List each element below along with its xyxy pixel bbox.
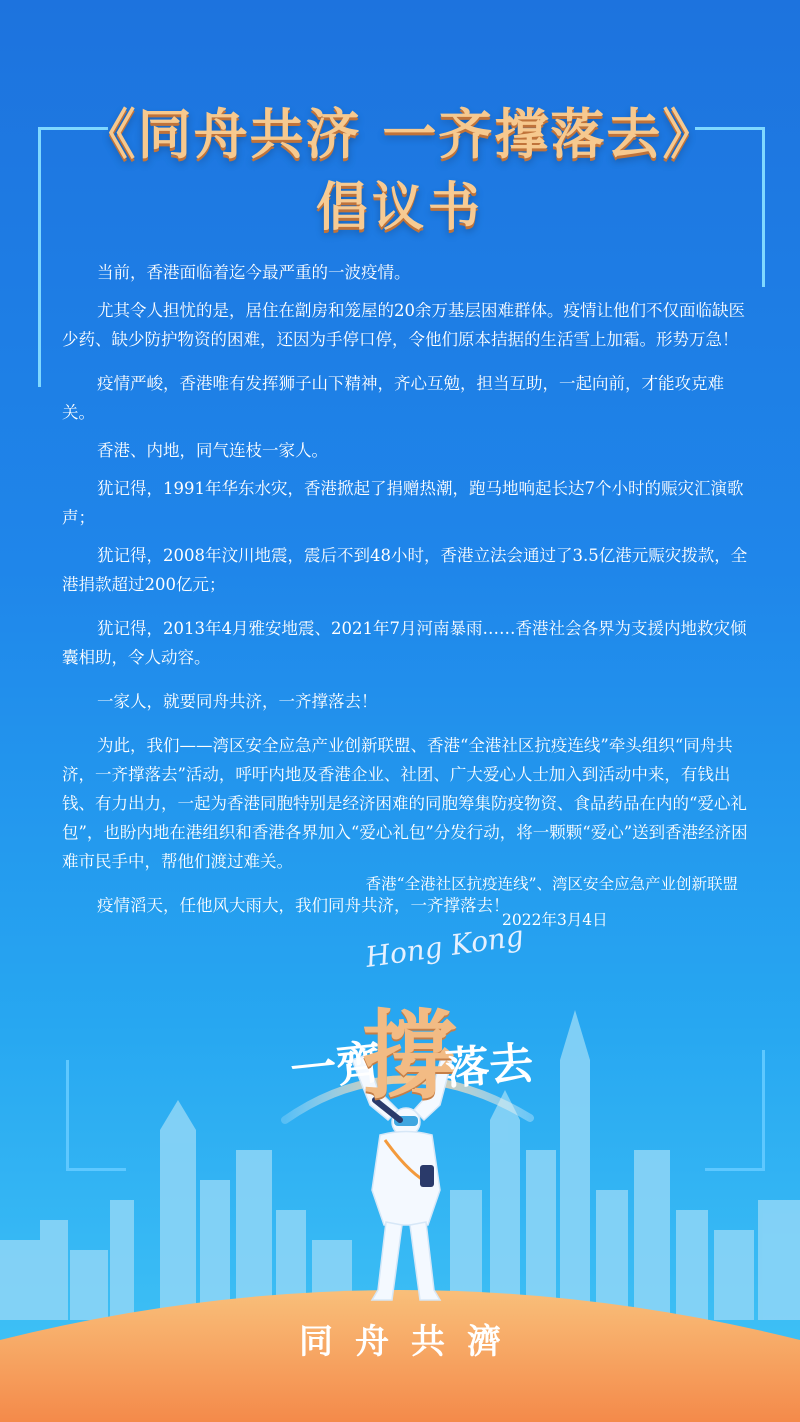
paragraph: 疫情严峻，香港唯有发挥狮子山下精神，齐心互勉，担当互助，一起向前，才能攻克难关。: [62, 374, 724, 422]
footer-slogan: 同舟共濟: [299, 1322, 523, 1362]
frame-corner: [705, 1168, 765, 1171]
page-title: 《同舟共济 一齐撑落去》: [81, 103, 719, 166]
frame-corner: [66, 1168, 126, 1171]
paragraph: 疫情滔天，任他风大雨大，我们同舟共济，一齐撑落去！: [97, 896, 510, 915]
paragraph: 尤其令人担忧的是，居住在劏房和笼屋的20余万基层困难群体。疫情让他们不仅面临缺医少药、缺少防护物资的困难，还因为手停口停，令他们原本拮据的生活雪上加霜。形势万急！: [62, 301, 745, 349]
frame-corner: [66, 1060, 69, 1170]
logo-text-left: 一齊: [287, 1034, 385, 1098]
page-subtitle: 倡议书: [315, 178, 484, 238]
paragraph: 犹记得，1991年华东水灾，香港掀起了捐赠热潮，跑马地响起长达7个小时的赈灾汇演歌声；: [62, 479, 744, 527]
paragraph: 一家人，就要同舟共济，一齐撑落去！: [97, 692, 378, 711]
paragraph: 香港、内地，同气连枝一家人。: [97, 441, 328, 460]
paragraph: 当前，香港面临着迄今最严重的一波疫情。: [97, 263, 411, 282]
paragraph: 犹记得，2013年4月雅安地震、2021年7月河南暴雨……香港社会各界为支援内地救灾倾囊相助，令人动容。: [62, 619, 747, 667]
logo-text-right: 落去: [443, 1037, 535, 1095]
proposal-body: [62, 258, 752, 935]
signature: 香港“全港社区抗疫连线”、湾区安全应急产业创新联盟: [365, 875, 738, 893]
sprayer-tank: [420, 1165, 434, 1187]
date: 2022年3月4日: [502, 911, 608, 929]
paragraph: 为此，我们——湾区安全应急产业创新联盟、香港“全港社区抗疫连线”牵头组织“同舟共济，一齐撑落去”活动，呼吁内地及香港企业、社团、广大爱心人士加入到活动中来，有钱出钱、有力出力，一起为香港同胞特别是经济困难的同胞筹集防疫物资、食品药品在内的“爱心礼包”，也盼内地在港组织和香港各界加入“爱心礼包”分发行动，将一颗颗“爱心”送到香港经济困难市民手中，帮他们渡过难关。: [62, 736, 748, 871]
logo-text-main: 撐: [362, 999, 458, 1112]
paragraph: 犹记得，2008年汶川地震，震后不到48小时，香港立法会通过了3.5亿港元赈灾拨款，全港捐款超过200亿元；: [62, 546, 748, 594]
frame-corner: [762, 1050, 765, 1170]
logo-script-text: Hong Kong: [363, 919, 526, 974]
